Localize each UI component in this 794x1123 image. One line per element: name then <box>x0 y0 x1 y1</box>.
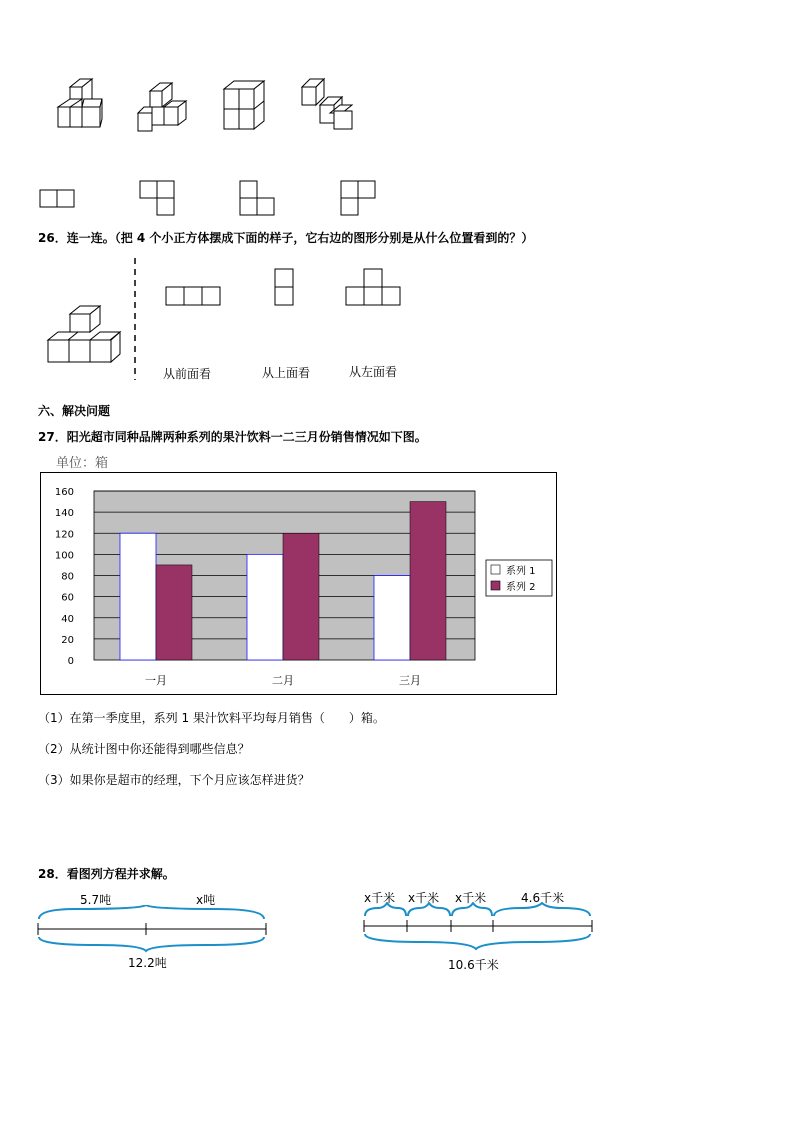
legend-label-1: 系列 1 <box>506 566 536 577</box>
cube-figures-row <box>40 75 380 135</box>
legend-swatch-2 <box>491 581 500 590</box>
q27-sub2: （2）从统计图中你还能得到哪些信息？ <box>38 742 250 756</box>
section6-title: 六、解决问题 <box>38 404 111 418</box>
diagram1-part-a: 5.7吨 <box>80 893 112 907</box>
diagram1-top-brace <box>39 905 264 919</box>
diagram1-bottom-brace <box>39 937 264 951</box>
q26-views <box>160 265 410 310</box>
y-tick-label: 40 <box>61 613 74 625</box>
diagram1-line <box>36 905 270 953</box>
y-tick-label: 140 <box>54 508 74 520</box>
bar-2-2 <box>283 533 319 660</box>
dashed-divider <box>130 258 140 380</box>
q27-sub1: （1）在第一季度里，系列 1 果汁饮料平均每月销售（ ）箱。 <box>38 711 385 725</box>
cube-figure-4 <box>302 79 352 129</box>
legend-swatch-1 <box>491 565 500 574</box>
x-tick-label: 三月 <box>399 674 421 687</box>
diagram2-part-c: x千米 <box>455 891 487 905</box>
diagram1-total: 12.2吨 <box>128 956 167 970</box>
diagram2-part-b: x千米 <box>408 891 440 905</box>
diagram2-part-d: 4.6千米 <box>521 891 565 905</box>
y-tick-label: 80 <box>61 571 74 583</box>
label-top-view: 从上面看 <box>262 366 311 380</box>
y-tick-label: 160 <box>54 487 74 498</box>
y-tick-label: 20 <box>61 634 74 646</box>
cube-figure-1 <box>58 79 102 127</box>
view-front-grid <box>166 287 220 305</box>
y-tick-label: 0 <box>67 656 74 667</box>
view-grids-row <box>38 178 383 218</box>
bar-1-1 <box>120 533 156 660</box>
bar-1-3 <box>374 576 410 661</box>
view-top-grid <box>275 269 293 305</box>
bar-1-2 <box>247 554 283 660</box>
bar-2-3 <box>410 502 446 660</box>
view-grid-4 <box>341 181 375 215</box>
label-front-view: 从前面看 <box>163 367 212 381</box>
cube-figure-3 <box>224 81 264 129</box>
bar-2-1 <box>156 565 192 660</box>
view-left-grid <box>346 269 400 305</box>
legend-label-2: 系列 2 <box>506 582 536 593</box>
diagram2-part-a: x千米 <box>364 891 396 905</box>
q27-sub3: （3）如果你是超市的经理，下个月应该怎样进货？ <box>38 773 310 787</box>
y-tick-label: 120 <box>54 529 74 541</box>
q26-cube-figure <box>42 302 126 366</box>
q28-title: 28．看图列方程并求解。 <box>38 867 175 881</box>
y-tick-label: 100 <box>54 550 74 562</box>
q27-title: 27．阳光超市同种品牌两种系列的果汁饮料一二三月份销售情况如下图。 <box>38 430 427 444</box>
label-left-view: 从左面看 <box>349 365 398 379</box>
cube-figure-2 <box>138 83 186 131</box>
x-tick-label: 一月 <box>145 674 167 687</box>
view-grid-1 <box>40 190 74 207</box>
y-tick-label: 60 <box>61 592 74 604</box>
view-grid-2 <box>140 181 174 215</box>
x-tick-label: 二月 <box>272 674 294 687</box>
diagram2-line <box>362 902 594 952</box>
view-grid-3 <box>240 181 274 215</box>
sales-bar-chart <box>40 472 558 696</box>
diagram1-part-b: x吨 <box>196 893 216 907</box>
q26-title: 26．连一连。（把 4 个小正方体摆成下面的样子，它右边的图形分别是从什么位置看到的？） <box>38 231 534 245</box>
chart-unit-label: 单位：箱 <box>56 456 109 471</box>
diagram2-total: 10.6千米 <box>448 958 499 972</box>
